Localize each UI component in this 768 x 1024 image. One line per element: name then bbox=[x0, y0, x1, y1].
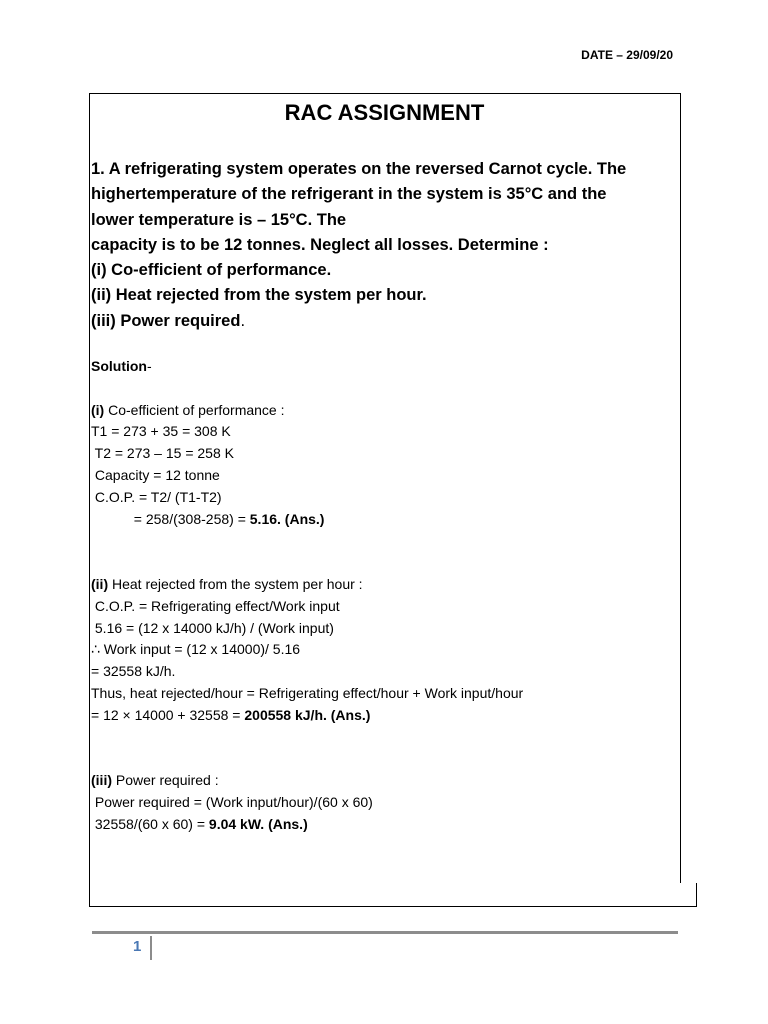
part2-line: 5.16 = (12 x 14000 kJ/h) / (Work input) bbox=[91, 619, 334, 636]
part3-result-prefix: 32558/(60 x 60) = bbox=[91, 815, 209, 832]
question-block bbox=[91, 157, 681, 334]
part1-line: T2 = 273 – 15 = 258 K bbox=[91, 445, 234, 462]
question-line bbox=[91, 309, 681, 334]
frame-right-stub bbox=[696, 883, 697, 907]
solution-heading-text: Solution bbox=[91, 358, 147, 374]
part3-heading bbox=[91, 770, 671, 792]
part2-answer: 200558 kJ/h. (Ans.) bbox=[244, 706, 371, 723]
frame-bottom-extension bbox=[680, 906, 697, 907]
solution-heading-dash: - bbox=[147, 358, 152, 374]
question-end-punct: . bbox=[240, 311, 246, 330]
part1-line: Capacity = 12 tonne bbox=[91, 466, 220, 483]
part1-line: T1 = 273 + 35 = 308 K bbox=[91, 423, 231, 440]
date-label: DATE – 29/09/20 bbox=[581, 48, 673, 62]
solution-heading bbox=[91, 356, 671, 378]
question-line: lower temperature is – 15°C. The bbox=[91, 210, 347, 229]
part3-result bbox=[91, 814, 671, 836]
part2-heading bbox=[91, 574, 671, 596]
question-line: 1. A refrigerating system operates on the reversed Carnot cycle. The bbox=[91, 160, 627, 178]
question-line: capacity is to be 12 tonnes. Neglect all losses. Determine : bbox=[91, 235, 549, 254]
question-line: (i) Co-efficient of performance. bbox=[91, 261, 332, 280]
part2-line: ∴ Work input = (12 x 14000)/ 5.16 bbox=[91, 641, 301, 658]
part1-title: Co-efficient of performance : bbox=[104, 401, 285, 418]
part2-title: Heat rejected from the system per hour : bbox=[108, 575, 363, 592]
part1-heading bbox=[91, 400, 671, 422]
footer-rule bbox=[92, 931, 678, 934]
part2-line: = 32558 kJ/h. bbox=[91, 663, 176, 680]
part3-line: Power required = (Work input/hour)/(60 x 60) bbox=[91, 793, 373, 810]
part2-label: (ii) bbox=[91, 575, 109, 592]
solution-block bbox=[91, 356, 671, 836]
page-number: 1 bbox=[133, 938, 142, 955]
part2-result bbox=[91, 705, 671, 727]
part1-line: C.O.P. = T2/ (T1-T2) bbox=[91, 488, 222, 505]
part1-result bbox=[91, 509, 671, 531]
question-line: highertemperature of the refrigerant in the system is 35°C and the bbox=[91, 185, 607, 204]
part2-line: C.O.P. = Refrigerating effect/Work input bbox=[91, 597, 340, 614]
part1-answer: 5.16. (Ans.) bbox=[249, 510, 325, 527]
document-title: RAC ASSIGNMENT bbox=[284, 100, 485, 125]
part2-result-prefix: = 12 × 14000 + 32558 = bbox=[91, 706, 245, 723]
part3-answer: 9.04 kW. (Ans.) bbox=[208, 815, 308, 832]
part2-line: Thus, heat rejected/hour = Refrigerating effect/hour + Work input/hour bbox=[91, 684, 524, 701]
question-line: (ii) Heat rejected from the system per hour. bbox=[91, 286, 427, 305]
page-number-separator bbox=[150, 936, 152, 960]
part1-result-prefix: = 258/(308-258) = bbox=[91, 510, 250, 527]
question-line-text: (iii) Power required bbox=[91, 311, 241, 330]
part3-title: Power required : bbox=[112, 772, 219, 789]
part3-label: (iii) bbox=[91, 772, 112, 789]
part1-label: (i) bbox=[91, 401, 105, 418]
